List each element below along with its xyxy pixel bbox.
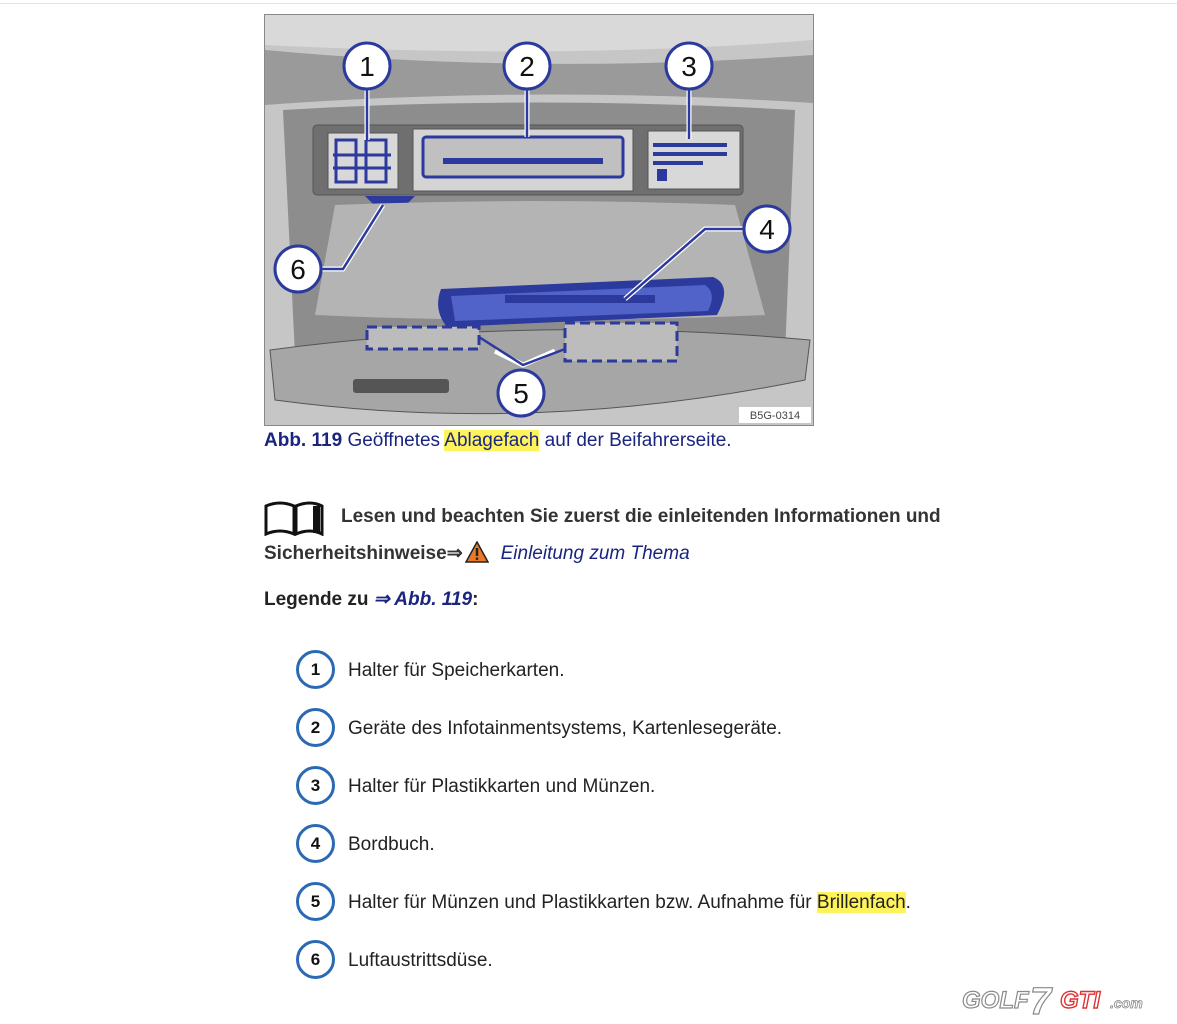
callout-4: 4 — [759, 214, 775, 245]
legend-number-badge: 2 — [296, 708, 335, 747]
caption-text-before: Geöffnetes — [347, 430, 441, 451]
legend-item-text: Halter für Münzen und Plastikkarten bzw. Aufnahme für — [348, 892, 812, 913]
callout-3: 3 — [681, 51, 697, 82]
legend-item-text: Geräte des Infotainmentsystems, Kartenlesegeräte. — [348, 718, 783, 739]
watermark-seven: 7 — [1030, 981, 1052, 1020]
watermark-golf: GOLF — [962, 987, 1029, 1014]
read-line1: Lesen und beachten Sie zuerst die einleitenden Informationen und — [341, 506, 941, 527]
arrow-glyph: ⇒ — [373, 589, 390, 610]
legend-item-text: Luftaustrittsdüse. — [348, 950, 493, 971]
legend-item-after: . — [905, 892, 911, 913]
callout-5: 5 — [513, 378, 529, 409]
legend-item-text: Bordbuch. — [348, 834, 435, 855]
read-line2: Sicherheitshinweise — [264, 543, 447, 564]
legend-number-badge: 6 — [296, 940, 335, 979]
legend-number-badge: 5 — [296, 882, 335, 921]
watermark-gti: GTI — [1060, 987, 1100, 1014]
watermark-suffix: .com — [1110, 995, 1143, 1011]
caption-number: Abb. 119 — [264, 430, 343, 451]
warning-icon[interactable] — [465, 541, 489, 563]
read-line2-wrap — [264, 541, 690, 565]
legend-item-highlight: Brillenfach — [816, 892, 906, 913]
figure-code: B5G-0314 — [749, 410, 801, 422]
legend-ref-text: Abb. 119 — [394, 589, 473, 610]
callout-1: 1 — [359, 51, 375, 82]
legend-number-badge: 1 — [296, 650, 335, 689]
caption-highlight: Ablagefach — [444, 430, 540, 451]
legend-item-text: Halter für Speicherkarten. — [348, 660, 565, 681]
book-icon — [264, 498, 326, 536]
legend-title — [264, 588, 478, 611]
intro-topic-link[interactable]: Einleitung zum Thema — [500, 543, 690, 564]
legend-number-badge: 4 — [296, 824, 335, 863]
arrow-glyph: ⇒ — [446, 543, 463, 564]
legend-item-text-wrap — [348, 892, 911, 914]
caption-text-after: auf der Beifahrerseite. — [544, 430, 732, 451]
top-divider — [0, 3, 1177, 4]
legend-ref-link[interactable] — [374, 589, 472, 610]
glovebox-figure — [264, 14, 814, 426]
legend-number-badge: 3 — [296, 766, 335, 805]
legend-colon: : — [472, 589, 479, 610]
legend-item-text: Halter für Plastikkarten und Münzen. — [348, 776, 656, 797]
legend-label: Legende zu — [264, 589, 369, 610]
golf7gti-watermark-logo — [960, 980, 1170, 1020]
callout-6: 6 — [290, 254, 306, 285]
figure-caption — [264, 430, 732, 452]
glovebox-illustration — [265, 15, 813, 425]
callout-2: 2 — [519, 51, 535, 82]
